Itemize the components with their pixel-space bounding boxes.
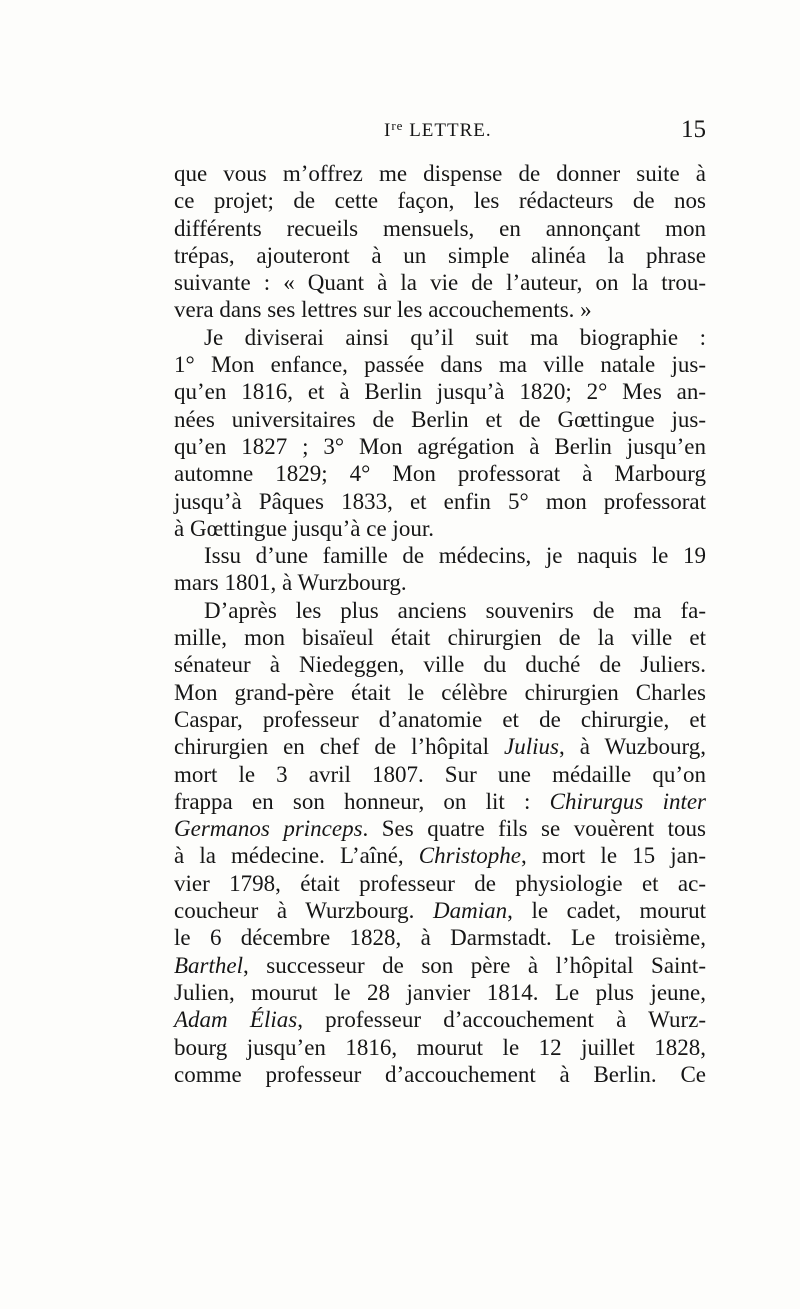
text-segment: Je diviserai ainsi qu’il suit ma biographie : — [204, 324, 706, 350]
text-line — [174, 269, 706, 296]
italic-text: Germanos princeps — [174, 816, 363, 842]
text-line — [174, 187, 706, 214]
text-segment: , professeur d’accouchement à Wurz- — [297, 1007, 706, 1033]
text-segment: qu’en 1816, et à Berlin jusqu’à 1820; 2° Mes an- — [174, 379, 706, 405]
text-segment: à la médecine. L’aîné, — [174, 843, 419, 869]
text-segment: vier 1798, était professeur de physiologie et ac- — [174, 870, 706, 896]
text-segment: mars 1801, à Wurzbourg. — [174, 570, 407, 596]
text-line — [174, 597, 706, 624]
text-segment: différents recueils mensuels, en annonçant mon — [174, 215, 706, 241]
text-segment: 1° Mon enfance, passée dans ma ville natale jus- — [174, 352, 706, 378]
text-line — [174, 542, 706, 569]
text-segment: vera dans ses lettres sur les accouchements. » — [174, 297, 592, 323]
text-line — [174, 1061, 706, 1088]
text-segment: , successeur de son père à l’hôpital Saint- — [243, 952, 706, 978]
text-line — [174, 515, 706, 542]
text-line — [174, 569, 706, 596]
text-line — [174, 433, 706, 460]
text-line — [174, 924, 706, 951]
italic-text: Christophe — [418, 843, 522, 869]
page-number: 15 — [681, 116, 706, 143]
text-segment: qu’en 1827 ; 3° Mon agrégation à Berlin jusqu’en — [174, 433, 706, 459]
text-line — [174, 979, 706, 1006]
italic-text: Adam Élias — [174, 1007, 298, 1033]
text-segment: automne 1829; 4° Mon professorat à Marbourg — [174, 461, 706, 487]
text-line — [174, 1034, 706, 1061]
text-segment: , le cadet, mourut — [507, 898, 706, 924]
text-line — [174, 761, 706, 788]
text-segment: D’après les plus anciens souvenirs de ma fa- — [204, 597, 706, 623]
text-line — [174, 215, 706, 242]
text-line — [174, 651, 706, 678]
text-segment: chirurgien en chef de l’hôpital — [174, 734, 504, 760]
text-segment: ce projet; de cette façon, les rédacteurs de nos — [174, 188, 706, 214]
text-segment: que vous m’offrez me dispense de donner suite à — [174, 161, 706, 186]
text-line — [174, 460, 706, 487]
running-title — [384, 118, 492, 142]
text-line — [174, 842, 706, 869]
text-line — [174, 788, 706, 815]
text-segment: suivante : « Quant à la vie de l’auteur, on la trou- — [174, 270, 706, 296]
text-segment: mille, mon bisaïeul était chirurgien de la ville et — [174, 625, 706, 651]
text-segment: , à Wuzbourg, — [558, 734, 706, 760]
text-segment: Caspar, professeur d’anatomie et de chirurgie, et — [174, 706, 706, 732]
text-line — [174, 160, 706, 187]
text-segment: bourg jusqu’en 1816, mourut le 12 juillet 1828, — [174, 1034, 706, 1060]
text-line — [174, 624, 706, 651]
text-segment: frappa en son honneur, on lit : — [174, 788, 550, 814]
text-segment: nées universitaires de Berlin et de Gœttingue jus- — [174, 406, 706, 432]
text-line — [174, 706, 706, 733]
text-segment: Julien, mourut le 28 janvier 1814. Le plus jeune, — [174, 979, 706, 1005]
text-segment: sénateur à Niedeggen, ville du duché de Juliers. — [174, 652, 706, 678]
body-text — [174, 160, 706, 1088]
italic-text: Barthel — [174, 952, 243, 978]
running-title-prefix: I — [384, 120, 392, 141]
text-segment: mort le 3 avril 1807. Sur une médaille qu’on — [174, 761, 706, 787]
text-segment: , mort le 15 jan- — [521, 843, 707, 869]
text-line — [174, 378, 706, 405]
text-line — [174, 242, 706, 269]
text-segment: Mon grand-père était le célèbre chirurgien Charles — [174, 679, 706, 705]
text-segment: Issu d’une famille de médecins, je naquis le 19 — [204, 543, 706, 569]
text-line — [174, 406, 706, 433]
text-segment: comme professeur d’accouchement à Berlin. Ce — [174, 1061, 706, 1087]
text-line — [174, 897, 706, 924]
text-line — [174, 679, 706, 706]
text-line — [174, 870, 706, 897]
text-line — [174, 733, 706, 760]
text-line — [174, 351, 706, 378]
italic-text: Damian — [433, 898, 508, 924]
text-segment: trépas, ajouteront à un simple alinéa la phrase — [174, 242, 706, 268]
text-segment: à Gœttingue jusqu’à ce jour. — [174, 515, 434, 541]
text-line — [174, 488, 706, 515]
text-line — [174, 296, 706, 323]
text-segment: coucheur à Wurzbourg. — [174, 898, 434, 924]
italic-text: Chirurgus inter — [549, 788, 707, 814]
page-header — [174, 118, 706, 148]
text-line — [174, 952, 706, 979]
italic-text: Julius — [504, 734, 559, 760]
text-segment: . Ses quatre fils se vouèrent tous — [362, 816, 706, 842]
text-line — [174, 815, 706, 842]
running-title-superscript: re — [391, 118, 404, 133]
text-line — [174, 1006, 706, 1033]
text-line — [174, 324, 706, 351]
running-title-word: LETTRE. — [403, 120, 492, 141]
text-segment: jusqu’à Pâques 1833, et enfin 5° mon professorat — [174, 488, 706, 514]
text-segment: le 6 décembre 1828, à Darmstadt. Le troisième, — [174, 925, 706, 951]
